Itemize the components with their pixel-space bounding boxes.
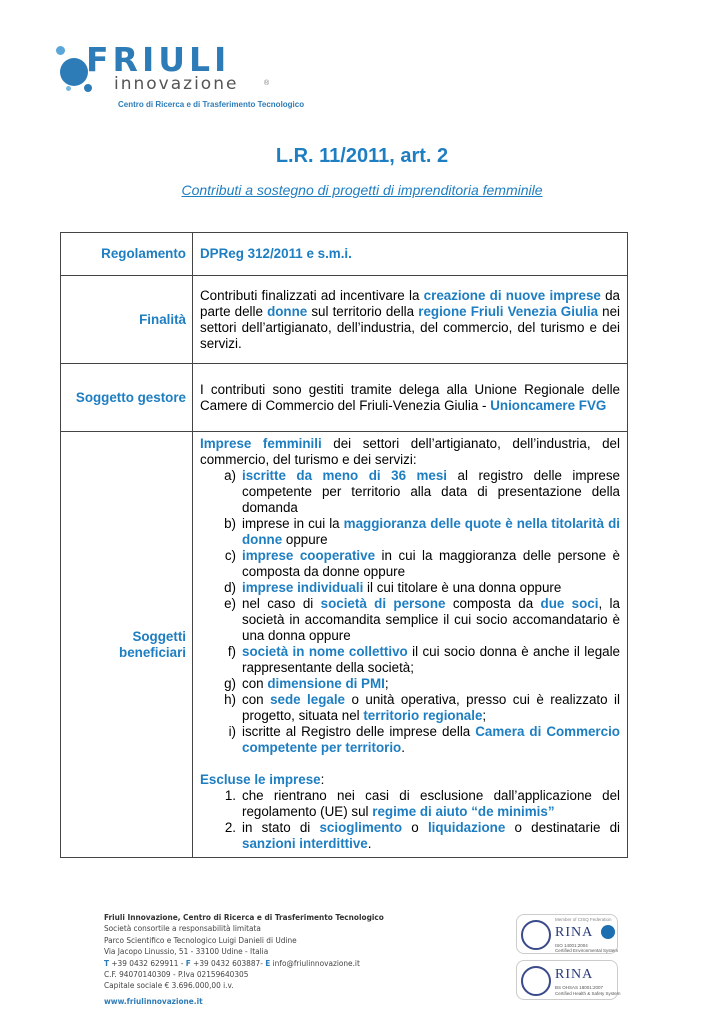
list-item: e) nel caso di società di persone composta da due soci, la società in accomandita semplice il cui socio accomandatario è una donna oppure [224,596,620,643]
footer-phone-line: T +39 0432 629911 - F +39 0432 603887- E info@friulinnovazione.it [104,957,360,968]
list-item: b) imprese in cui la maggioranza delle quote è nella titolarità di donne oppure [224,516,620,547]
certification-mark-icon [601,925,615,939]
registered-mark: ® [264,80,270,87]
logo-dot [66,86,71,91]
list-item: f) società in nome collettivo il cui socio donna è anche il legale rappresentante della società; [227,644,621,675]
esclusioni-list [200,788,620,852]
table-row [61,364,628,432]
logo-dot [84,84,92,92]
row-label-regolamento: Regolamento [61,233,193,276]
footer-tax-ids: C.F. 94070140309 - P.Iva 02159640305 [104,969,249,980]
logo-friuli-text: FRIULI [86,40,231,79]
logo-innovazione-text: innovazione [114,74,239,94]
footer-company: Friuli Innovazione, Centro di Ricerca e di Trasferimento Tecnologico [104,912,384,922]
row-value-soggetto-gestore: I contributi sono gestiti tramite delega alla Unione Regionale delle Camere di Commercio del Friuli-Venezia Giulia - Unioncamere FVG [193,364,628,432]
row-label-soggetto-gestore: Soggetto gestore [61,364,193,432]
certification-badge: Member of CISQ Federation RINA ISO 14001:2004 Certified Environmental System [516,914,618,954]
list-item: h) con sede legale o unità operativa, presso cui è realizzato il progetto, situata nel territorio regionale; [224,692,620,723]
page-title: L.R. 11/2011, art. 2 [275,145,449,167]
company-logo [56,36,305,116]
list-item: d) imprese individuali il cui titolare è una donna oppure [224,580,562,595]
footer-park: Parco Scientifico e Tecnologico Luigi Danieli di Udine [104,934,297,945]
page-subtitle: Contributi a sostegno di progetti di imprenditoria femminile [181,182,543,198]
rina-seal-icon [521,920,551,950]
list-item: 2. in stato di scioglimento o liquidazione o destinatarie di sanzioni interdittive. [224,820,621,851]
logo-dot [60,58,88,86]
row-value-regolamento [193,233,628,276]
list-item: a) iscritte da meno di 36 mesi al registro delle imprese competente per territorio alla data di presentazione della domanda [224,468,621,515]
footer-website: www.friulinnovazione.it [104,995,203,1006]
table-row [61,233,628,276]
footer-capital: Capitale sociale € 3.696.000,00 i.v. [104,980,234,991]
row-value-finalita: Contributi finalizzati ad incentivare la creazione di nuove imprese da parte delle donne sul territorio della regione Friuli Venezia Giulia nei settori dell’artigianato, dell’industria, del commercio, del turismo e dei servizi. [193,276,628,364]
row-label-soggetti-beneficiari: Soggetti beneficiari [61,432,193,858]
info-table [60,232,628,858]
footer-address: Via Jacopo Linussio, 51 - 33100 Udine - Italia [104,946,269,957]
esclusioni-heading: Escluse le imprese: [200,772,325,787]
rina-seal-icon [521,966,551,996]
regolamento-text: DPReg 312/2011 e s.m.i. [200,246,352,261]
list-item: c) imprese cooperative in cui la maggioranza delle persone è composta da donne oppure [224,548,620,579]
beneficiari-list [200,468,620,756]
row-label-finalita: Finalità [61,276,193,364]
beneficiari-intro: Imprese femminili dei settori dell’artigianato, dell’industria, del commercio, del turismo e dei servizi: [200,436,620,467]
list-item: i) iscritte al Registro delle imprese della Camera di Commercio competente per territorio. [228,724,620,755]
footer-legal-form: Società consortile a responsabilità limitata [104,923,261,934]
list-item: 1. che rientrano nei casi di esclusione dall’applicazione del regolamento (UE) sul regime di aiuto “de minimis” [224,788,620,819]
list-item: g) con dimensione di PMI; [224,676,389,691]
footer-contacts [104,912,384,1007]
certification-badge: RINA BS OHSAS 18001:2007 Certified Health & Safety System [516,960,618,1000]
row-value-soggetti-beneficiari [193,432,628,858]
table-row [61,432,628,858]
logo-dot [56,46,65,55]
table-row [61,276,628,364]
logo-tagline: Centro di Ricerca e di Trasferimento Tecnologico [118,100,305,109]
